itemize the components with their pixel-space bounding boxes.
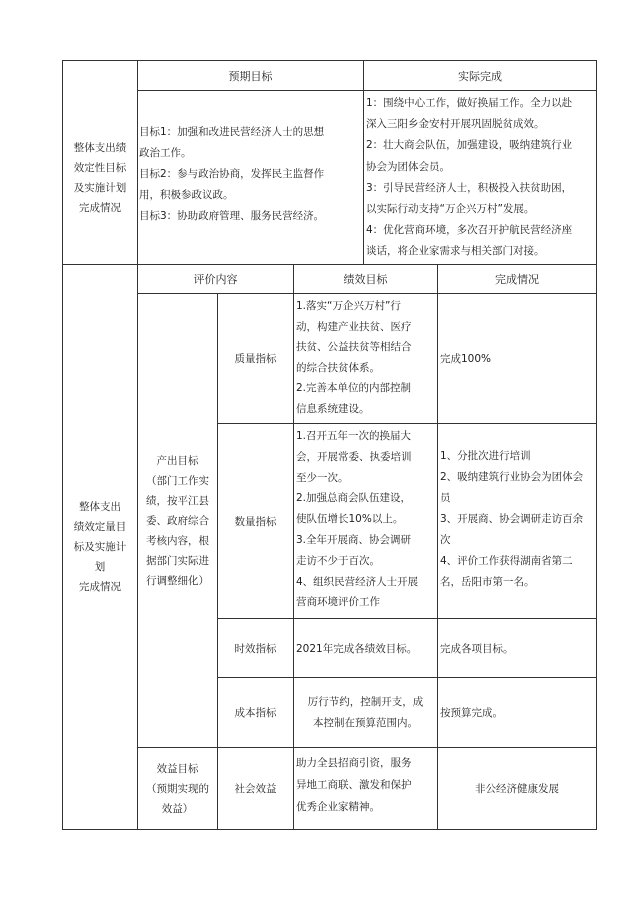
benefit-goal-label: 效益目标 （预期实现的 效益）: [146, 762, 209, 815]
expected-goals-text: 目标1：加强和改进民营经济人士的思想 政治工作。 目标2：参与政治协商，发挥民主监督作 用，积极参政议政。 目标3：协助政府管理、服务民营经济。: [139, 126, 325, 222]
social-benefit-status-text: 非公经济健康发展: [475, 783, 559, 795]
header-eval-content: 评价内容: [193, 273, 238, 286]
timeliness-indicator-label: 时效指标: [234, 642, 277, 655]
actual-completion-text: 1：围绕中心工作，做好换届工作。全力以赴 深入三阳乡金安村开展巩固脱贫成效。 2：壮大商会队伍，加强建设，吸纳建筑行业 协会为团体会员。 3：引导民营经济人士，积极投入扶贫助困， 以实际行动支持“万企兴万村”发展。 4：优化营商环境，多次召开护航民营经济座 谈话，将企业家需求与相关部门对接。: [366, 97, 573, 258]
quality-status-text: 完成100%: [440, 353, 492, 365]
header-actual-completion: 实际完成: [458, 69, 502, 83]
cost-status-text: 按预算完成。: [440, 707, 503, 719]
header-expected-goal: 预期目标: [228, 69, 273, 83]
output-goal-label: 产出目标 （部门工作实 绩，按平江县 委、政府综合 考核内容，根 据部门实际进 行调整细化）: [146, 454, 209, 587]
section1-row-label: 整体支出绩 效定性目标 及实施计划 完成情况: [73, 141, 127, 214]
quality-target-text: 1.落实“万企兴万村”行 动，构建产业扶贫、医疗 扶贫、公益扶贫等相结合 的综合扶贫体系。 2.完善本单位的内部控制 信息系统建设。: [296, 300, 412, 415]
social-benefit-target-text: 助力全县招商引资，服务 异地工商联、激发和保护 优秀企业家精神。: [296, 757, 412, 813]
header-completion-status: 完成情况: [495, 273, 539, 286]
cost-indicator-label: 成本指标: [234, 707, 277, 719]
quality-indicator-label: 质量指标: [234, 353, 277, 365]
quantity-target-text: 1.召开五年一次的换届大 会，开展常委、执委培训 至少一次。 2.加强总商会队伍建设， 使队伍增长10%以上。 3.全年开展商、协会调研 走访不少于百次。 4、组织民营经济人士开展 营商环境评价工作: [296, 430, 419, 609]
header-performance-target: 绩效目标: [343, 273, 388, 286]
quantity-indicator-label: 数量指标: [234, 515, 277, 528]
timeliness-target-text: 2021年完成各绩效目标。: [296, 642, 418, 655]
section2-row-label: 整体支出 绩效定量目 标及实施计 划 完成情况: [73, 501, 127, 593]
cost-target-text: 厉行节约，控制开支，成 本控制在预算范围内。: [307, 695, 424, 729]
quantity-status-text: 1、分批次进行培训 2、吸纳建筑行业协会为团体会 员 3、开展商、协会调研走访百余 次 4、评价工作获得湖南省第二 名，岳阳市第一名。: [440, 450, 584, 588]
social-benefit-label: 社会效益: [234, 783, 277, 795]
timeliness-status-text: 完成各项目标。: [440, 642, 514, 655]
